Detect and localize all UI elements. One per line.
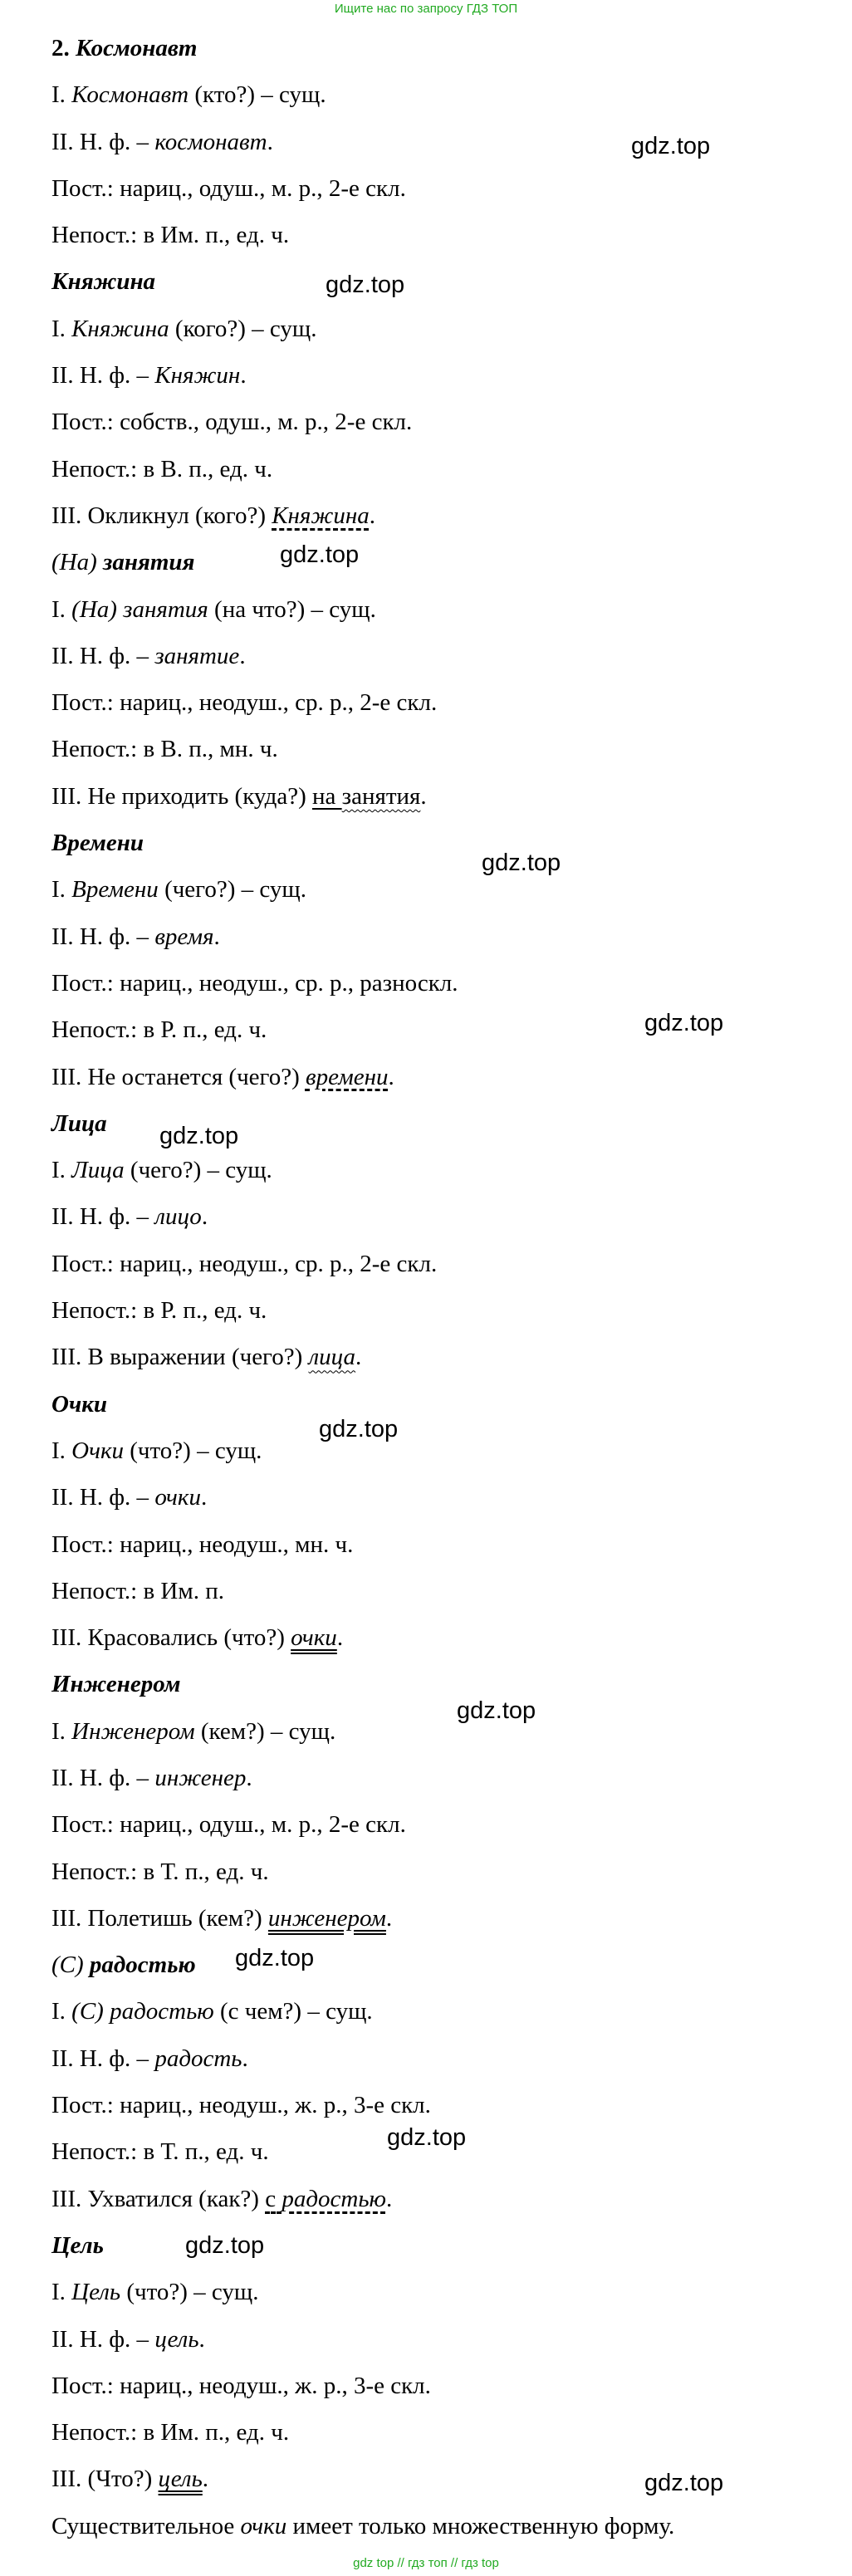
analysis-line-4: Непост.: в Р. п., ед. ч. [51,1016,267,1044]
analysis-line-5: III. (Что?) цель. [51,2466,209,2493]
watermark: gdz.top [457,1697,536,1724]
analysis-line-5: III. Ухватился (как?) с радостью. [51,2185,393,2212]
watermark: gdz.top [631,133,711,159]
analysis-line-2: II. Н. ф. – космонавт. [51,128,273,155]
analysis-line-1: I. Очки (что?) – сущ. [51,1437,262,1464]
analysis-line-2: II. Н. ф. – очки. [51,1484,208,1511]
analysis-line-4: Непост.: в Т. п., ед. ч. [51,2138,269,2166]
analysis-line-2: II. Н. ф. – Княжин. [51,362,247,389]
watermark: gdz.top [644,1010,724,1036]
analysis-line-1: I. Времени (чего?) – сущ. [51,876,306,904]
analysis-line-2: II. Н. ф. – радость. [51,2045,248,2072]
analysis-line-2: II. Н. ф. – инженер. [51,1764,252,1791]
syntactic-role-prep: с [265,2185,282,2212]
analysis-line-1: I. Цель (что?) – сущ. [51,2279,259,2306]
analysis-line-5: III. Не приходить (куда?) на занятия. [51,782,427,810]
analysis-line-3: Пост.: нариц., неодуш., ср. р., разноскл. [51,969,458,997]
watermark: gdz.top [644,2470,724,2496]
syntactic-role: инженером [267,1904,386,1932]
analysis-line-3: Пост.: нариц., одуш., м. р., 2-е скл. [51,174,406,202]
top-banner[interactable]: Ищите нас по запросу ГДЗ ТОП [334,2,518,16]
analysis-line-1: I. Космонавт (кто?) – сущ. [51,81,326,109]
bottom-banner[interactable]: gdz top // гдз топ // гдз top [353,2556,499,2570]
syntactic-role: цель [158,2466,203,2493]
analysis-line-4: Непост.: в В. п., ед. ч. [51,455,273,482]
word-heading: Княжина [51,268,156,296]
syntactic-role: радостью [282,2185,386,2212]
word-heading: Цель [51,2231,104,2259]
syntactic-role: Княжина [272,502,370,529]
analysis-line-1: I. Княжина (кого?) – сущ. [51,315,317,342]
analysis-line-4: Непост.: в Р. п., ед. ч. [51,1297,267,1325]
analysis-line-1: I. Инженером (кем?) – сущ. [51,1717,336,1745]
analysis-line-1: I. Лица (чего?) – сущ. [51,1157,272,1184]
watermark: gdz.top [482,850,561,876]
final-note: Существительное очки имеет только множественную форму. [51,2512,675,2539]
analysis-line-3: Пост.: нариц., неодуш., ср. р., 2-е скл. [51,1250,438,1277]
analysis-line-5: III. Окликнул (кого?) Княжина. [51,502,376,529]
watermark: gdz.top [387,2124,467,2151]
syntactic-role-prep: на [311,782,342,810]
analysis-line-4: Непост.: в Им. п., ед. ч. [51,2419,290,2446]
analysis-line-5: III. Красовались (что?) очки. [51,1624,344,1652]
analysis-line-2: II. Н. ф. – лицо. [51,1203,208,1231]
watermark: gdz.top [235,1945,315,1971]
watermark: gdz.top [159,1123,239,1149]
analysis-line-3: Пост.: нариц., одуш., м. р., 2-е скл. [51,1811,406,1839]
word-heading: (На) занятия [51,549,195,576]
analysis-line-4: Непост.: в Им. п. [51,1577,224,1604]
word-heading: Очки [51,1390,107,1418]
syntactic-role: очки [291,1624,337,1652]
analysis-line-3: Пост.: собств., одуш., м. р., 2-е скл. [51,409,413,436]
analysis-line-2: II. Н. ф. – занятие. [51,642,246,669]
analysis-line-1: I. (На) занятия (на что?) – сущ. [51,595,376,623]
analysis-line-3: Пост.: нариц., неодуш., мн. ч. [51,1530,354,1558]
analysis-line-5: III. В выражении (чего?) лица. [51,1344,362,1371]
word-heading: (С) радостью [51,1952,196,1979]
analysis-line-4: Непост.: в Им. п., ед. ч. [51,222,290,249]
analysis-line-5: III. Не останется (чего?) времени. [51,1063,394,1090]
watermark: gdz.top [326,272,405,298]
watermark: gdz.top [280,541,360,568]
analysis-line-5: III. Полетишь (кем?) инженером. [51,1904,393,1932]
analysis-line-3: Пост.: нариц., неодуш., ж. р., 3-е скл. [51,2092,431,2119]
analysis-line-4: Непост.: в В. п., мн. ч. [51,736,278,763]
syntactic-role: лица [308,1344,356,1371]
syntactic-role: занятия [341,782,421,810]
analysis-line-3: Пост.: нариц., неодуш., ср. р., 2-е скл. [51,689,438,717]
analysis-line-2: II. Н. ф. – время. [51,923,220,950]
document-body [51,25,840,2549]
watermark: gdz.top [319,1416,399,1442]
syntactic-role: времени [305,1063,389,1090]
word-heading: Инженером [51,1671,181,1698]
word-heading: Времени [51,830,144,857]
analysis-line-2: II. Н. ф. – цель. [51,2325,205,2353]
watermark: gdz.top [185,2232,265,2259]
analysis-line-3: Пост.: нариц., неодуш., ж. р., 3-е скл. [51,2372,431,2399]
word-heading: Лица [51,1109,107,1137]
exercise-heading: 2. Космонавт [51,35,198,61]
analysis-line-1: I. (С) радостью (с чем?) – сущ. [51,1998,373,2025]
analysis-line-4: Непост.: в Т. п., ед. ч. [51,1858,269,1885]
